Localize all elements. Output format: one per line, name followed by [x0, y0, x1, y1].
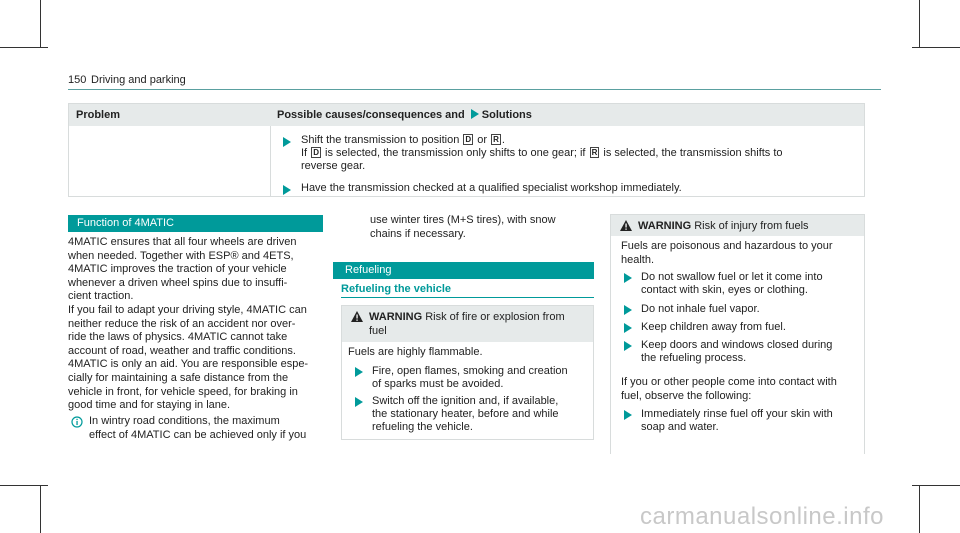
- subheading-rule: [341, 297, 594, 298]
- gear-d-icon: D: [465, 135, 472, 144]
- arrow-icon: [471, 109, 479, 119]
- crop-mark: [912, 47, 960, 48]
- section-heading-4matic: Function of 4MATIC: [68, 215, 323, 232]
- crop-mark: [0, 485, 48, 486]
- warning-intro: Fuels are poisonous and hazardous to your health.: [621, 240, 833, 266]
- gear-r-icon: R: [591, 148, 598, 157]
- crop-mark: [40, 485, 41, 533]
- crop-mark: [912, 485, 960, 486]
- warning-box-injury: [610, 214, 865, 454]
- crop-mark: [0, 47, 48, 48]
- header-rule: [68, 89, 881, 90]
- warning-bullet: Fire, open flames, smoking and creation of sparks must be avoided.: [342, 365, 568, 391]
- crop-mark: [919, 485, 920, 533]
- warning-box-fire: [341, 305, 594, 440]
- table-row: reverse gear.: [301, 160, 366, 172]
- warning-intro: Fuels are highly flammable.: [348, 346, 483, 358]
- table-row: Shift the transmission to position D or R .: [301, 134, 505, 146]
- crop-mark: [40, 0, 41, 48]
- gear-r-icon: R: [493, 135, 499, 144]
- column-divider: [270, 126, 271, 197]
- warning-bullet: Do not swallow fuel or let it come into contact with skin, eyes or clothing.: [611, 271, 823, 297]
- warning-icon: [620, 220, 632, 231]
- arrow-icon: [283, 137, 291, 147]
- warning-bullet: Switch off the ignition and, if available, the stationary heater, before and while refueling the vehicle.: [342, 395, 559, 434]
- column-header-solutions: Possible causes/consequences and Solutions: [277, 109, 532, 121]
- info-icon: [71, 416, 83, 428]
- subheading-refueling-vehicle: Refueling the vehicle: [341, 283, 452, 295]
- problem-table: [68, 103, 865, 197]
- arrow-icon: [355, 397, 363, 407]
- paragraph: 4MATIC ensures that all four wheels are driven when needed. Together with ESP® and 4ETS, 4MATIC improves the traction of your vehicle whenever a driven wheel spins due to insuffi- cient traction.: [68, 236, 297, 303]
- arrow-icon: [355, 367, 363, 377]
- table-header: [69, 104, 864, 126]
- warning-bullet: Immediately rinse fuel off your skin with soap and water.: [611, 408, 833, 434]
- crop-mark: [919, 0, 920, 48]
- arrow-icon: [624, 341, 632, 351]
- warning-bullet: Keep doors and windows closed during the refueling process.: [611, 339, 832, 365]
- warning-header: WARNING Risk of injury from fuels: [611, 215, 864, 236]
- watermark: carmanualsonline.info: [640, 503, 884, 530]
- arrow-icon: [624, 273, 632, 283]
- arrow-icon: [624, 305, 632, 315]
- arrow-icon: [624, 410, 632, 420]
- info-note: In wintry road conditions, the maximum effect of 4MATIC can be achieved only if you: [68, 415, 330, 442]
- table-row: Have the transmission checked at a qualified specialist workshop immediately.: [301, 182, 682, 194]
- table-row: If D is selected, the transmission only shifts to one gear; if R is selected, the transmission shifts to: [301, 147, 783, 159]
- warning-bullet: Do not inhale fuel vapor.: [611, 303, 760, 316]
- arrow-icon: [624, 323, 632, 333]
- warning-icon: [351, 311, 363, 322]
- page-number: 150: [68, 74, 87, 86]
- warning-header: WARNING Risk of fire or explosion from fuel: [342, 306, 593, 342]
- paragraph: If you fail to adapt your driving style, 4MATIC can neither reduce the risk of an accident nor over- ride the laws of physics. 4MATIC cannot take account of road, weather and traffic conditions. 4MATIC is only an aid. You are responsible espe- cially for maintaining a safe distance from the vehicle in front, for vehicle speed, for braking in good time and for staying in lane.: [68, 304, 309, 412]
- gear-d-icon: D: [313, 148, 319, 157]
- warning-bullet: Keep children away from fuel.: [611, 321, 786, 334]
- section-heading-refueling: Refueling: [333, 262, 594, 279]
- arrow-icon: [283, 185, 291, 195]
- paragraph-continued: use winter tires (M+S tires), with snow chains if necessary.: [370, 214, 556, 240]
- page-title: Driving and parking: [91, 74, 186, 86]
- column-header-problem: Problem: [76, 109, 121, 121]
- warning-paragraph: If you or other people come into contact with fuel, observe the following:: [621, 376, 837, 402]
